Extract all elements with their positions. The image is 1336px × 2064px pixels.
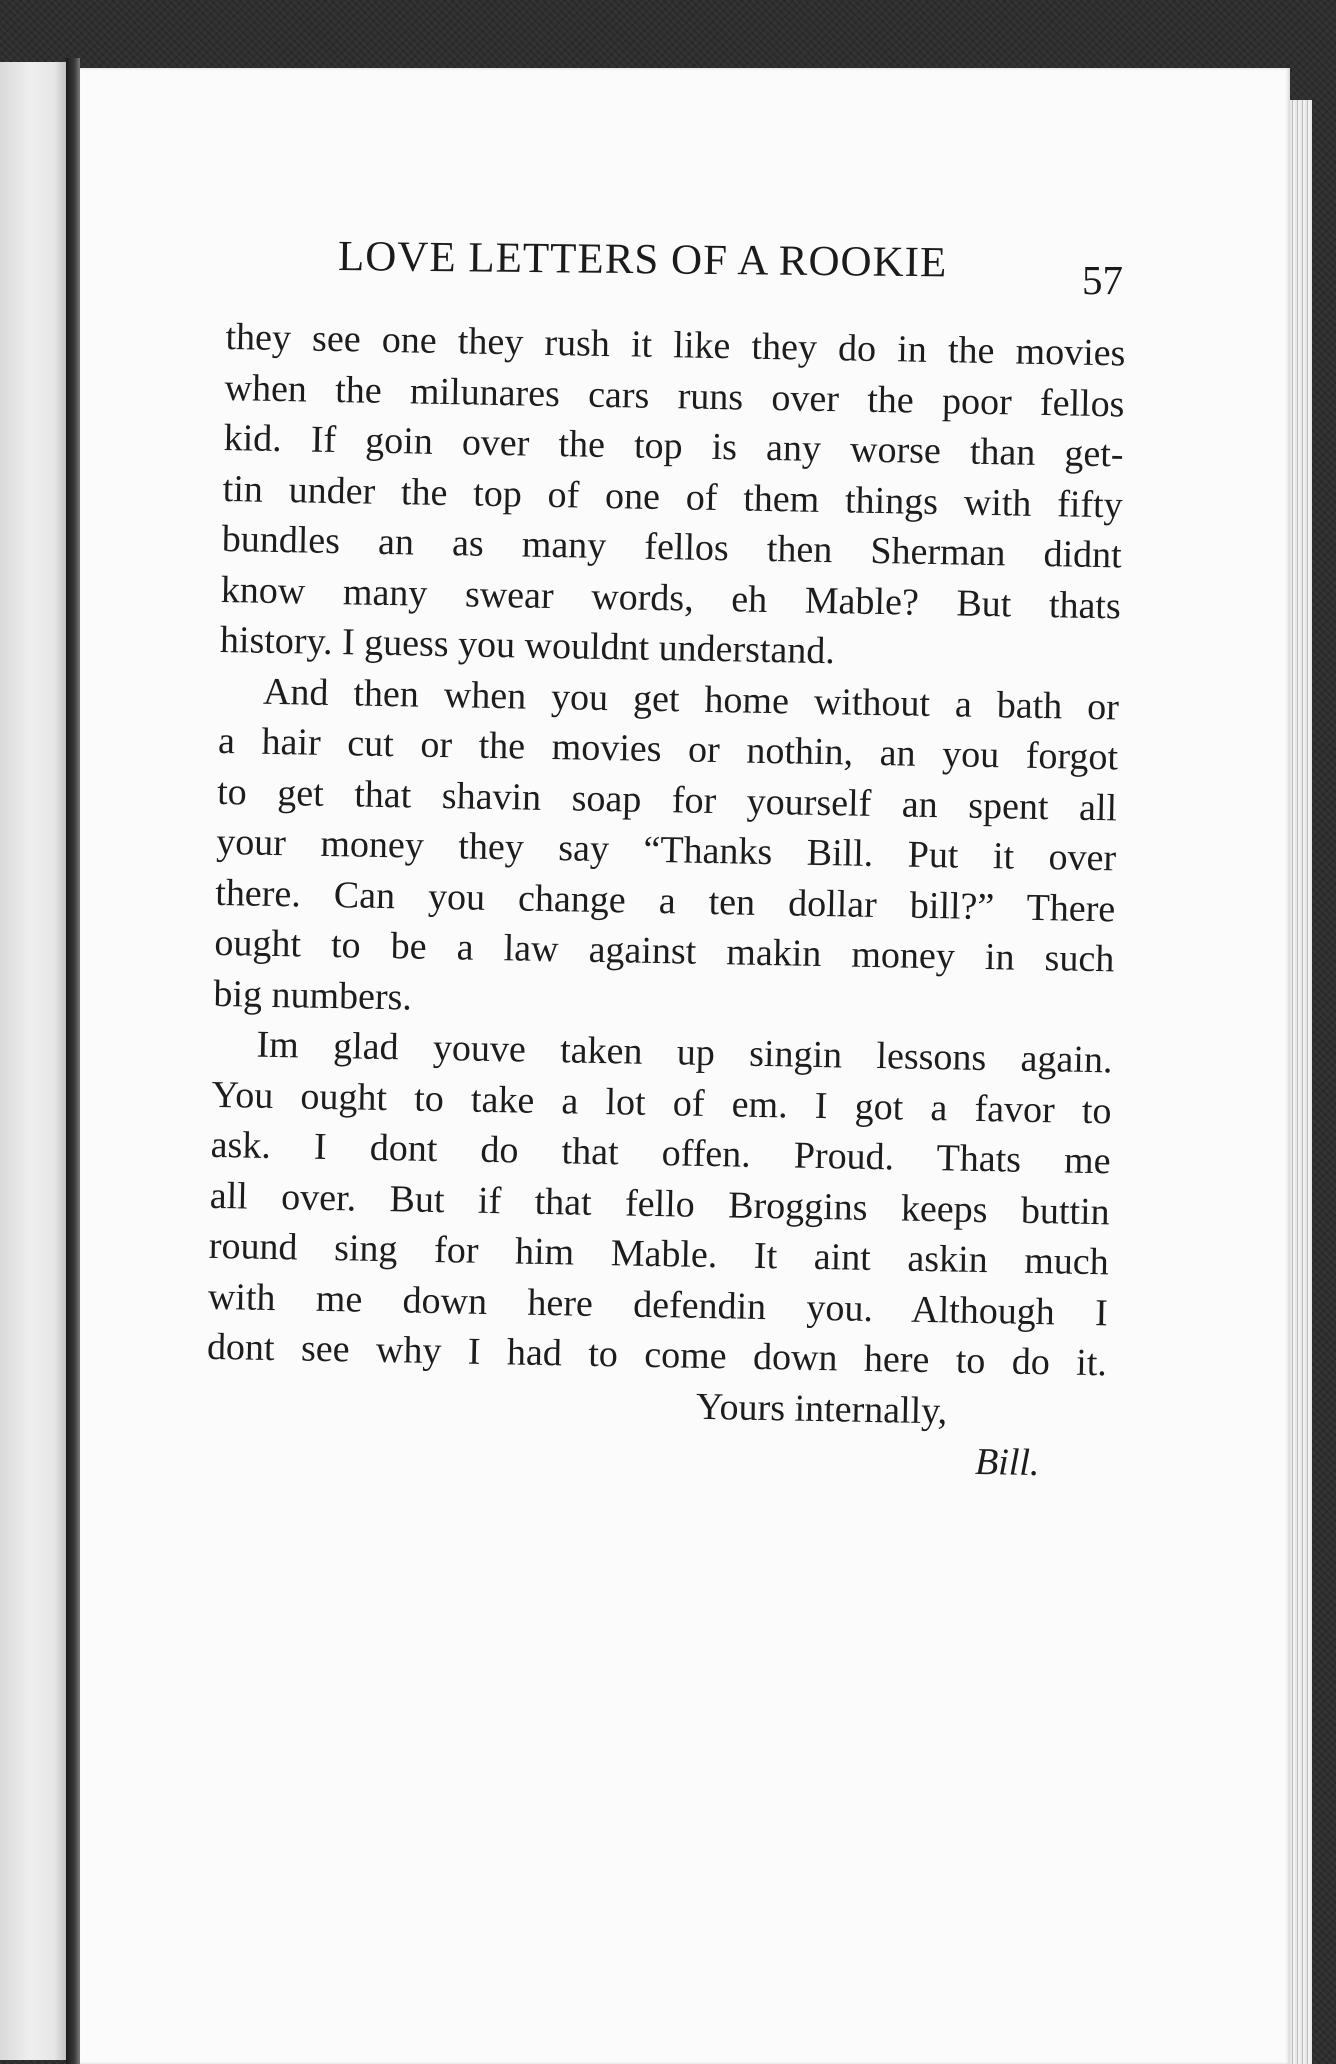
text-line: history. I guess you wouldnt understand. [219,618,836,673]
text-line: Im glad youve taken up singin lessons again. [256,1023,1113,1082]
text-line: there. Can you change a ten dollar bill?” There [214,871,1116,930]
text-line: bundles an as many fellos then Sherman didnt [221,517,1123,577]
text-line: all over. But if that fello Broggins keeps buttin [209,1174,1111,1233]
text-line: ask. I dont do that offen. Proud. Thats me [210,1123,1111,1183]
text-line: You ought to take a lot of em. I got a favor to [211,1073,1112,1132]
running-head: LOVE LETTERS OF A ROOKIE [337,233,948,287]
text-line: to get that shavin soap for yourself an spent all [216,770,1118,829]
facing-page-edge [0,62,68,2060]
text-line: a hair cut or the movies or nothin, an you forgot [217,719,1119,779]
page-number: 57 [1082,257,1123,303]
text-line: know many swear words, eh Mable? But thats [220,568,1122,627]
text-line: round sing for him Mable. It aint askin much [208,1224,1110,1284]
body-text [205,312,1126,1490]
text-line: when the milunares cars runs over the poor fellos [224,366,1125,425]
text-line: your money they say “Thanks Bill. Put it over [215,820,1117,880]
text-line: dont see why I had to come down here to do it. [206,1325,1108,1385]
letter-closing: Yours internally, [695,1385,948,1432]
text-line: they see one they rush it like they do in the movies [225,315,1126,375]
text-line: kid. If goin over the top is any worse than get- [223,416,1124,476]
letter-signature: Bill. [974,1440,1040,1485]
text-line: big numbers. [213,972,413,1019]
gutter [66,58,80,2064]
text-line: tin under the top of one of them things with fifty [222,467,1123,526]
page-edges [1290,100,1312,2064]
text-line: with me down here defendin you. Although I [207,1275,1109,1334]
text-line: And then when you get home without a bath or [262,670,1120,728]
text-line: ought to be a law against makin money in such [214,921,1115,981]
